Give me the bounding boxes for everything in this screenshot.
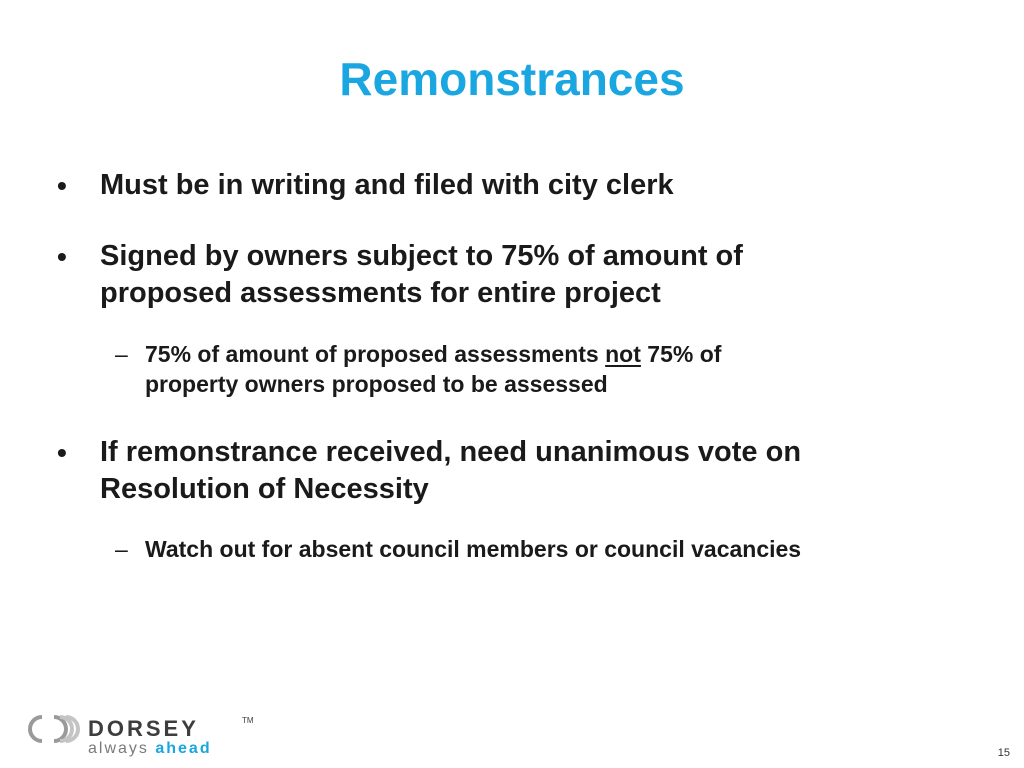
logo-tagline: [88, 740, 212, 758]
bullet-dot-icon: •: [57, 170, 67, 201]
bullet-item: [57, 434, 960, 508]
dash-icon: –: [115, 341, 128, 367]
bullet-text: Resolution of Necessity: [100, 473, 429, 505]
sub-bullet-item: [115, 339, 965, 399]
sub-bullet-text: 75% of: [640, 341, 722, 367]
sub-bullet-text: 75% of amount of proposed assessments: [145, 341, 606, 367]
bullet-dot-icon: •: [57, 437, 67, 468]
sub-bullet-text: Watch out for absent council members or council vacancies: [145, 536, 802, 562]
logo-wordmark: DORSEY: [88, 716, 199, 741]
bullet-text: If remonstrance received, need unanimous vote on: [100, 436, 802, 468]
page-number: 15: [997, 747, 1010, 759]
slide-title: Remonstrances: [339, 53, 685, 105]
dorsey-logo: [28, 712, 254, 760]
sub-bullet-text: property owners proposed to be assessed: [145, 371, 608, 397]
bullet-dot-icon: •: [57, 241, 67, 272]
trademark-mark: TM: [242, 716, 254, 725]
emphasis-text: not: [605, 341, 641, 367]
bullet-text: Signed by owners subject to 75% of amount of: [100, 240, 743, 272]
bullet-text: proposed assessments for entire project: [100, 277, 661, 309]
dash-icon: –: [115, 536, 128, 562]
bullet-text: Must be in writing and filed with city clerk: [100, 169, 674, 201]
bullet-item: [57, 167, 960, 204]
sub-bullet-item: [115, 534, 965, 564]
bullet-item: [57, 238, 960, 312]
dorsey-logo-mark-icon: [28, 714, 84, 744]
tagline-highlight: ahead: [155, 740, 212, 757]
tagline-text: always: [88, 740, 156, 757]
